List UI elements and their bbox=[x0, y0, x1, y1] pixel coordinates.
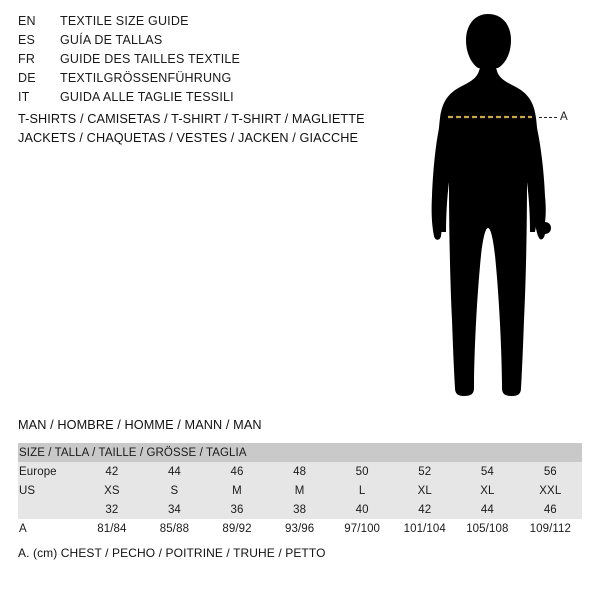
male-figure-illustration bbox=[400, 10, 590, 405]
language-row bbox=[18, 33, 378, 52]
language-code: DE bbox=[18, 71, 36, 85]
table-cell: 46 bbox=[206, 462, 269, 481]
table-cell: 42 bbox=[81, 462, 144, 481]
language-code: IT bbox=[18, 90, 30, 104]
table-cell: XL bbox=[456, 481, 519, 500]
table-cell: XXL bbox=[519, 481, 582, 500]
language-code: FR bbox=[18, 52, 36, 66]
table-cell: 36 bbox=[206, 500, 269, 519]
table-cell: L bbox=[331, 481, 394, 500]
table-cell: 81/84 bbox=[81, 519, 144, 538]
row-label: Europe bbox=[18, 462, 81, 481]
table-cell: 89/92 bbox=[206, 519, 269, 538]
table-cell: 85/88 bbox=[143, 519, 206, 538]
section-heading-man: MAN / HOMBRE / HOMME / MANN / MAN bbox=[18, 418, 262, 432]
table-row bbox=[18, 500, 582, 519]
row-label: A bbox=[18, 519, 81, 538]
table-cell: 105/108 bbox=[456, 519, 519, 538]
row-label bbox=[18, 500, 81, 519]
table-cell: 54 bbox=[456, 462, 519, 481]
table-row bbox=[18, 519, 582, 538]
table-cell: 40 bbox=[331, 500, 394, 519]
table-cell: M bbox=[268, 481, 331, 500]
table-row bbox=[18, 462, 582, 481]
table-cell: 50 bbox=[331, 462, 394, 481]
language-code: ES bbox=[18, 33, 36, 47]
table-cell: XL bbox=[393, 481, 456, 500]
language-title: GUIDA ALLE TAGLIE TESSILI bbox=[60, 90, 234, 104]
table-cell: 109/112 bbox=[519, 519, 582, 538]
table-cell: 93/96 bbox=[268, 519, 331, 538]
table-cell: 48 bbox=[268, 462, 331, 481]
table-cell: 44 bbox=[143, 462, 206, 481]
measurement-footnote: A. (cm) CHEST / PECHO / POITRINE / TRUHE / PETTO bbox=[18, 546, 326, 560]
language-row bbox=[18, 71, 378, 90]
language-title: GUIDE DES TAILLES TEXTILE bbox=[60, 52, 241, 66]
table-cell: 101/104 bbox=[393, 519, 456, 538]
language-row bbox=[18, 52, 378, 71]
language-row bbox=[18, 14, 378, 33]
table-cell: M bbox=[206, 481, 269, 500]
table-cell: 52 bbox=[393, 462, 456, 481]
table-cell: 56 bbox=[519, 462, 582, 481]
male-silhouette-icon bbox=[400, 10, 590, 405]
language-title: TEXTILE SIZE GUIDE bbox=[60, 14, 189, 28]
table-cell: 97/100 bbox=[331, 519, 394, 538]
table-cell: 46 bbox=[519, 500, 582, 519]
table-header-label: SIZE / TALLA / TAILLE / GRÖSSE / TAGLIA bbox=[18, 443, 582, 462]
size-table bbox=[18, 443, 582, 538]
row-label: US bbox=[18, 481, 81, 500]
language-title: TEXTILGRÖSSENFÜHRUNG bbox=[60, 71, 232, 85]
table-cell: 44 bbox=[456, 500, 519, 519]
table-cell: 32 bbox=[81, 500, 144, 519]
table-cell: XS bbox=[81, 481, 144, 500]
measure-label-a: A bbox=[560, 111, 569, 123]
table-cell: 38 bbox=[268, 500, 331, 519]
table-row bbox=[18, 481, 582, 500]
table-cell: 42 bbox=[393, 500, 456, 519]
language-code: EN bbox=[18, 14, 36, 28]
language-row bbox=[18, 90, 378, 109]
table-header-row bbox=[18, 443, 582, 462]
category-jackets: JACKETS / CHAQUETAS / VESTES / JACKEN / GIACCHE bbox=[18, 131, 359, 145]
measure-leader-icon bbox=[539, 117, 557, 119]
language-list bbox=[18, 14, 378, 109]
garment-category-list bbox=[18, 110, 398, 148]
language-title: GUÍA DE TALLAS bbox=[60, 33, 163, 47]
table-cell: 34 bbox=[143, 500, 206, 519]
category-tshirts: T-SHIRTS / CAMISETAS / T-SHIRT / T-SHIRT / MAGLIETTE bbox=[18, 112, 365, 126]
table-cell: S bbox=[143, 481, 206, 500]
